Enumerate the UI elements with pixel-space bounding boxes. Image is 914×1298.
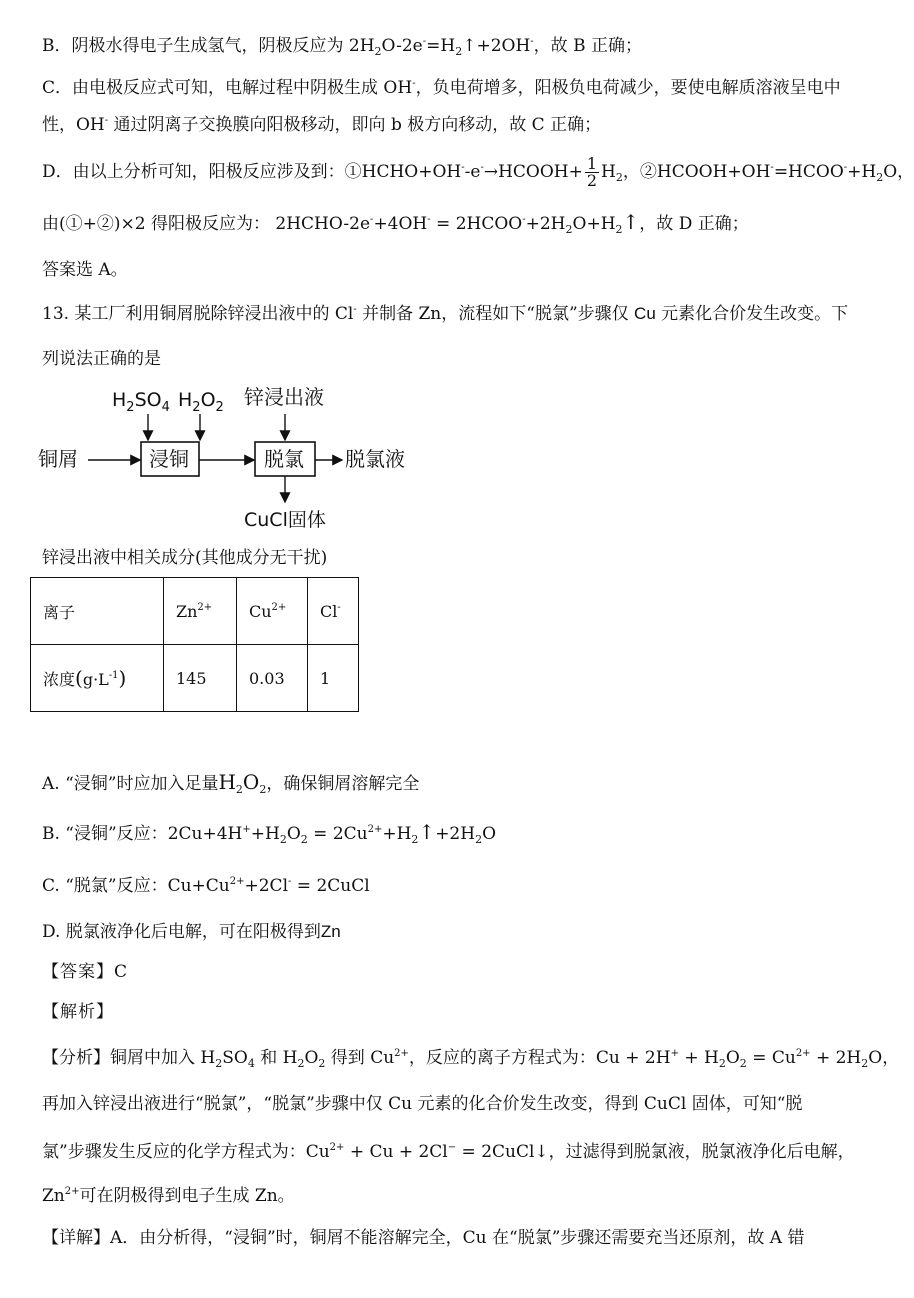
answer-prev: 答案选 A。 bbox=[42, 260, 128, 280]
table-header-cu: $Cu^{2+}$ bbox=[237, 578, 308, 645]
option-c: C. “脱氯”反应：$Cu+Cu^{2+}+2Cl^-$ = 2CuCl bbox=[42, 876, 370, 896]
analysis-line-4: $Zn^{2+}$可在阴极得到电子生成 Zn。 bbox=[42, 1186, 295, 1206]
analysis-line-1: 【分析】铜屑中加入 $H_2SO_4$ 和 $H_2O_2$ 得到 $Cu^{2+}$，反应的离子方程式为：$Cu + 2H^+ + H_2O_2 = Cu^{2+} + 2H_2O$， bbox=[42, 1048, 900, 1070]
analysis-line-2: 再加入锌浸出液进行“脱氯”，“脱氯”步骤中仅 Cu 元素的化合价发生改变，得到 CuCl 固体，可知“脱 bbox=[42, 1094, 803, 1114]
analysis-line-3: 氯”步骤发生反应的化学方程式为：$Cu^{2+} + Cu + 2Cl^-$ = 2CuCl↓，过滤得到脱氯液，脱氯液净化后电解， bbox=[42, 1142, 855, 1162]
zn-leach-liquid-label: 锌浸出液 bbox=[244, 385, 324, 409]
leach-copper-label: 浸铜 bbox=[149, 447, 189, 471]
q13-stem-1: 13. 某工厂利用铜屑脱除锌浸出液中的 Cl- 并制备 Zn，流程如下“脱氯”步骤仅 Cu 元素化合价发生改变。下 bbox=[42, 304, 849, 324]
solution-line-c-2: 性，OH- 通过阴离子交换膜向阳极移动，即向 b 极方向移动，故 C 正确； bbox=[42, 115, 602, 135]
analysis-tag: 【解析】 bbox=[42, 1002, 114, 1022]
solution-line-b: B．阴极水得电子生成氢气，阴极反应为 $2H_2O-2e^-=H_2↑+2OH^-$，故 B 正确； bbox=[42, 36, 642, 58]
table-row bbox=[31, 645, 359, 712]
table-cell-cu: 0.03 bbox=[237, 645, 308, 712]
process-flow-diagram bbox=[30, 380, 430, 540]
solution-line-c-1: C．由电极反应式可知，电解过程中阴极生成 OH-，负电荷增多，阳极负电荷减少，要使电解质溶液呈电中 bbox=[42, 78, 841, 98]
table-row bbox=[31, 578, 359, 645]
solution-line-d-1: D．由以上分析可知，阳极反应涉及到：①HCHO+OH--e-→HCOOH+ $\frac{1}{2}$ $H_2$，$②HCOOH+OH^-=HCOO^-+H_2O$， bbox=[42, 154, 914, 190]
reagent-h2o2: $H_2O_2$ bbox=[178, 389, 224, 415]
table-header-zn: $Zn^{2+}$ bbox=[164, 578, 237, 645]
ion-concentration-table bbox=[30, 577, 359, 712]
option-d: D. 脱氯液净化后电解，可在阳极得到Zn bbox=[42, 922, 341, 942]
q13-stem-2: 列说法正确的是 bbox=[42, 349, 161, 369]
table-cell-cl: 1 bbox=[308, 645, 359, 712]
cucl-solid-label: CuCl固体 bbox=[244, 509, 326, 531]
table-header-cl: Cl- bbox=[308, 578, 359, 645]
copper-scrap-label: 铜屑 bbox=[38, 447, 78, 471]
table-label-concentration: 浓度$(g\cdot L^{-1})$ bbox=[31, 645, 164, 712]
option-a: A. “浸铜”时应加入足量$H_2O_2$，确保铜屑溶解完全 bbox=[42, 770, 420, 796]
answer-line: 【答案】C bbox=[42, 962, 128, 982]
fraction-one-half: $\frac{1}{2}$ bbox=[586, 154, 598, 190]
dechlorination-label: 脱氯 bbox=[264, 447, 304, 471]
solution-line-d-2: 由(①+②)×2 得阳极反应为： 2HCHO-2e-+4OH- = $2HCOO^-+2H_2O+H_2↑$，故 D 正确； bbox=[42, 210, 749, 236]
reagent-h2so4: $H_2SO_4$ bbox=[112, 389, 170, 415]
option-b: B. “浸铜”反应：$2Cu+4H^++H_2O_2$ = $2Cu^{2+}+H_2↑+2H_2O$ bbox=[42, 820, 497, 846]
table-caption: 锌浸出液中相关成分(其他成分无干扰) bbox=[42, 548, 328, 568]
table-header-ion: 离子 bbox=[31, 578, 164, 645]
table-cell-zn: 145 bbox=[164, 645, 237, 712]
detail-line-1: 【详解】A．由分析得，“浸铜”时，铜屑不能溶解完全，Cu 在“脱氯”步骤还需要充当还原剂，故 A 错 bbox=[42, 1228, 805, 1248]
dechlorinated-liquid-label: 脱氯液 bbox=[345, 447, 405, 471]
